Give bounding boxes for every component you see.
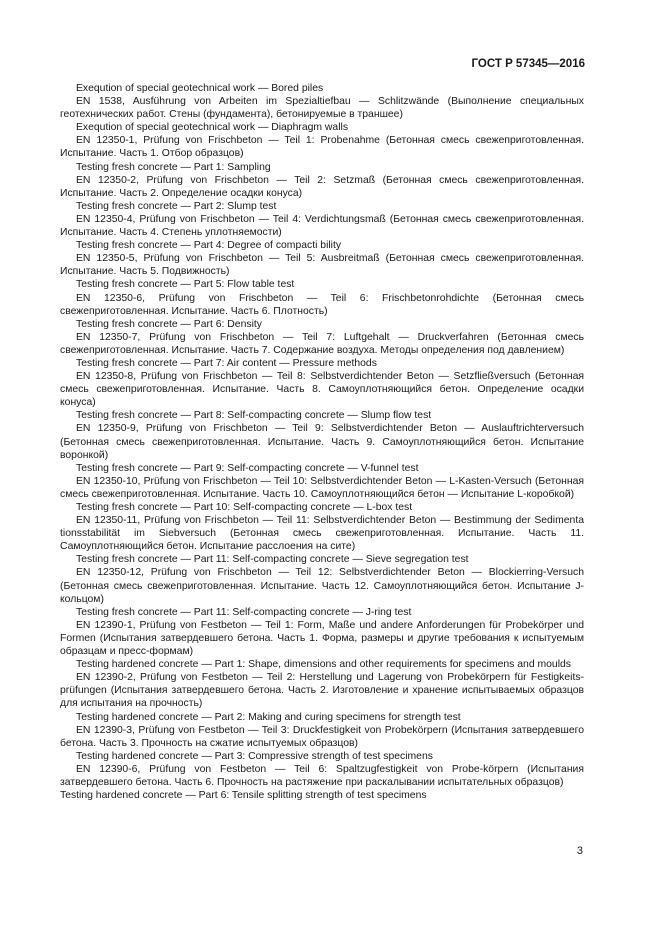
reference-paragraph: Testing hardened concrete — Part 3: Compressive strength of test specimens: [76, 750, 433, 762]
reference-paragraph: EN 12350-10, Prüfung von Frischbeton — Teil 10: Selbstverdichtender Beton — L-Kasten-Versuch (Бетонная смесь свежеприготовленная. Испытание. Часть 10. Самоуплотняющийся бетон — Испытание L-коробкой): [60, 475, 584, 500]
reference-paragraph: Testing hardened concrete — Part 6: Tensile splitting strength of test specimens: [60, 790, 427, 802]
reference-paragraph: Testing fresh concrete — Part 6: Density: [76, 318, 262, 330]
reference-paragraph: EN 12350-6, Prüfung von Frischbeton — Teil 6: Frischbetonrohdichte (Бетонная смесь свежеприготовленная. Испытание. Часть 6. Плотность): [60, 292, 584, 317]
reference-paragraph: Testing fresh concrete — Part 10: Self-compacting concrete — L-box test: [76, 502, 413, 513]
page-number: 3: [576, 845, 583, 857]
reference-paragraph: EN 12350-12, Prüfung von Frischbeton — Teil 12: Selbstverdichtender Beton — Blockierring-Versuch (Бетонная смесь свежеприготовленная. Испытание. Часть 12. Самоуплотняющийся бетон. Испытание J-кольцом): [60, 567, 584, 605]
reference-paragraph: Testing fresh concrete — Part 9: Self-compacting concrete — V-funnel test: [76, 462, 419, 474]
reference-paragraph: Testing hardened concrete — Part 1: Shape, dimensions and other requirements for specimens and moulds: [76, 659, 571, 671]
reference-paragraph: EN 12350-5, Prüfung von Frischbeton — Teil 5: Ausbreitmaß (Бетонная смесь свежеприготовленная. Испытание. Часть 5. Подвижность): [60, 253, 584, 278]
reference-paragraph: Testing hardened concrete — Part 2: Making and curing specimens for strength test: [76, 711, 461, 723]
reference-paragraph: Testing fresh concrete — Part 11: Self-compacting concrete — J-ring test: [76, 606, 412, 618]
reference-paragraph: Testing fresh concrete — Part 5: Flow table test: [76, 279, 295, 291]
reference-paragraph: Exeqution of special geotechnical work — Diaphragm walls: [76, 122, 349, 134]
reference-paragraph: EN 12390-3, Prüfung von Festbeton — Teil 3: Druckfestigkeit von Probekörpern (Испытания затвердевшего бетона. Часть 3. Прочность на сжатие испытуемых образцов): [60, 724, 584, 749]
reference-paragraph: EN 12350-11, Prüfung von Frischbeton — Teil 11: Selbstverdichtender Beton — Bestimmung der Sedimenta tionsstabilität im Siebversuch (Бетонная смесь свежеприготовленная. Испытание. Часть 11. Самоуплотняющийся бетон. Испытание расслоения на сите): [60, 515, 584, 553]
document-body: [60, 82, 584, 802]
reference-paragraph: Testing fresh concrete — Part 11: Self-compacting concrete — Sieve segregation test: [76, 554, 469, 566]
reference-paragraph: Testing fresh concrete — Part 4: Degree of compacti bility: [76, 240, 342, 252]
reference-paragraph: Testing fresh concrete — Part 1: Sampling: [76, 161, 271, 173]
reference-paragraph: Testing fresh concrete — Part 7: Air content — Pressure methods: [76, 357, 377, 369]
reference-paragraph: EN 12350-9, Prüfung von Frischbeton — Teil 9: Selbstverdichtender Beton — Auslauftrichterversuch (Бетонная смесь свежеприготовленная. Испытание. Часть 9. Самоуплотняющийся бетон. Испытание воронкой): [60, 423, 584, 461]
reference-paragraph: Testing fresh concrete — Part 2: Slump test: [76, 200, 277, 212]
reference-paragraph: EN 12390-6, Prüfung von Festbeton — Teil 6: Spaltzugfestigkeit von Probe-körpern (Испытания затвердевшего бетона. Часть 6. Прочность на растяжение при раскалывании испытательных образцов): [60, 763, 584, 788]
reference-paragraph: EN 12350-4, Prüfung von Frischbeton — Teil 4: Verdichtungsmaß (Бетонная смесь свежеприготовленная. Испытание. Часть 4. Степень уплотняемости): [60, 213, 584, 239]
reference-paragraph: EN 12350-7, Prüfung von Frischbeton — Teil 7: Luftgehalt — Druckverfahren (Бетонная смесь свежеприготовленная. Испытание. Часть 7. Содержание воздуха. Методы определения под давлением): [60, 331, 584, 356]
reference-paragraph: EN 12390-2, Prüfung von Festbeton — Teil 2: Herstellung und Lagerung von Probekörpern für Festigkeits-prüfungen (Испытания затвердевшего бетона. Часть 2. Изготовление и хранение испытываемых образцов для испытания на прочность): [60, 672, 584, 710]
document-code: ГОСТ Р 57345—2016: [471, 58, 585, 70]
reference-paragraph: Testing fresh concrete — Part 8: Self-compacting concrete — Slump flow test: [76, 410, 432, 422]
reference-paragraph: EN 12350-1, Prüfung von Frischbeton — Teil 1: Probenahme (Бетонная смесь свежеприготовленная. Испытание. Часть 1. Отбор образцов): [60, 135, 584, 160]
reference-paragraph: EN 12350-8, Prüfung von Frischbeton — Teil 8: Selbstverdichtender Beton — Setzfließversuch (Бетонная смесь свежеприготовленная. Испытание. Часть 8. Самоуплотняющийся бетон. Определение осадки конуса): [60, 371, 584, 409]
reference-paragraph: Exeqution of special geotechnical work — Bored piles: [76, 83, 324, 94]
reference-paragraph: EN 12350-2, Prüfung von Frischbeton — Teil 2: Setzmaß (Бетонная смесь свежеприготовленная. Испытание. Часть 2. Определение осадки конуса): [60, 174, 584, 199]
reference-paragraph: EN 12390-1, Prüfung von Festbeton — Teil 1: Form, Maße und andere Anforderungen für Probekörper und Formen (Испытания затвердевшего бетона. Часть 1. Форма, размеры и другие требования к испытуемым образцам и пресс-формам): [60, 619, 584, 658]
reference-paragraph: EN 1538, Ausführung von Arbeiten im Spezialtiefbau — Schlitzwände (Выполнение специальных геотехнических работ. Стены (фундамента), бетонируемые в траншее): [60, 96, 584, 121]
